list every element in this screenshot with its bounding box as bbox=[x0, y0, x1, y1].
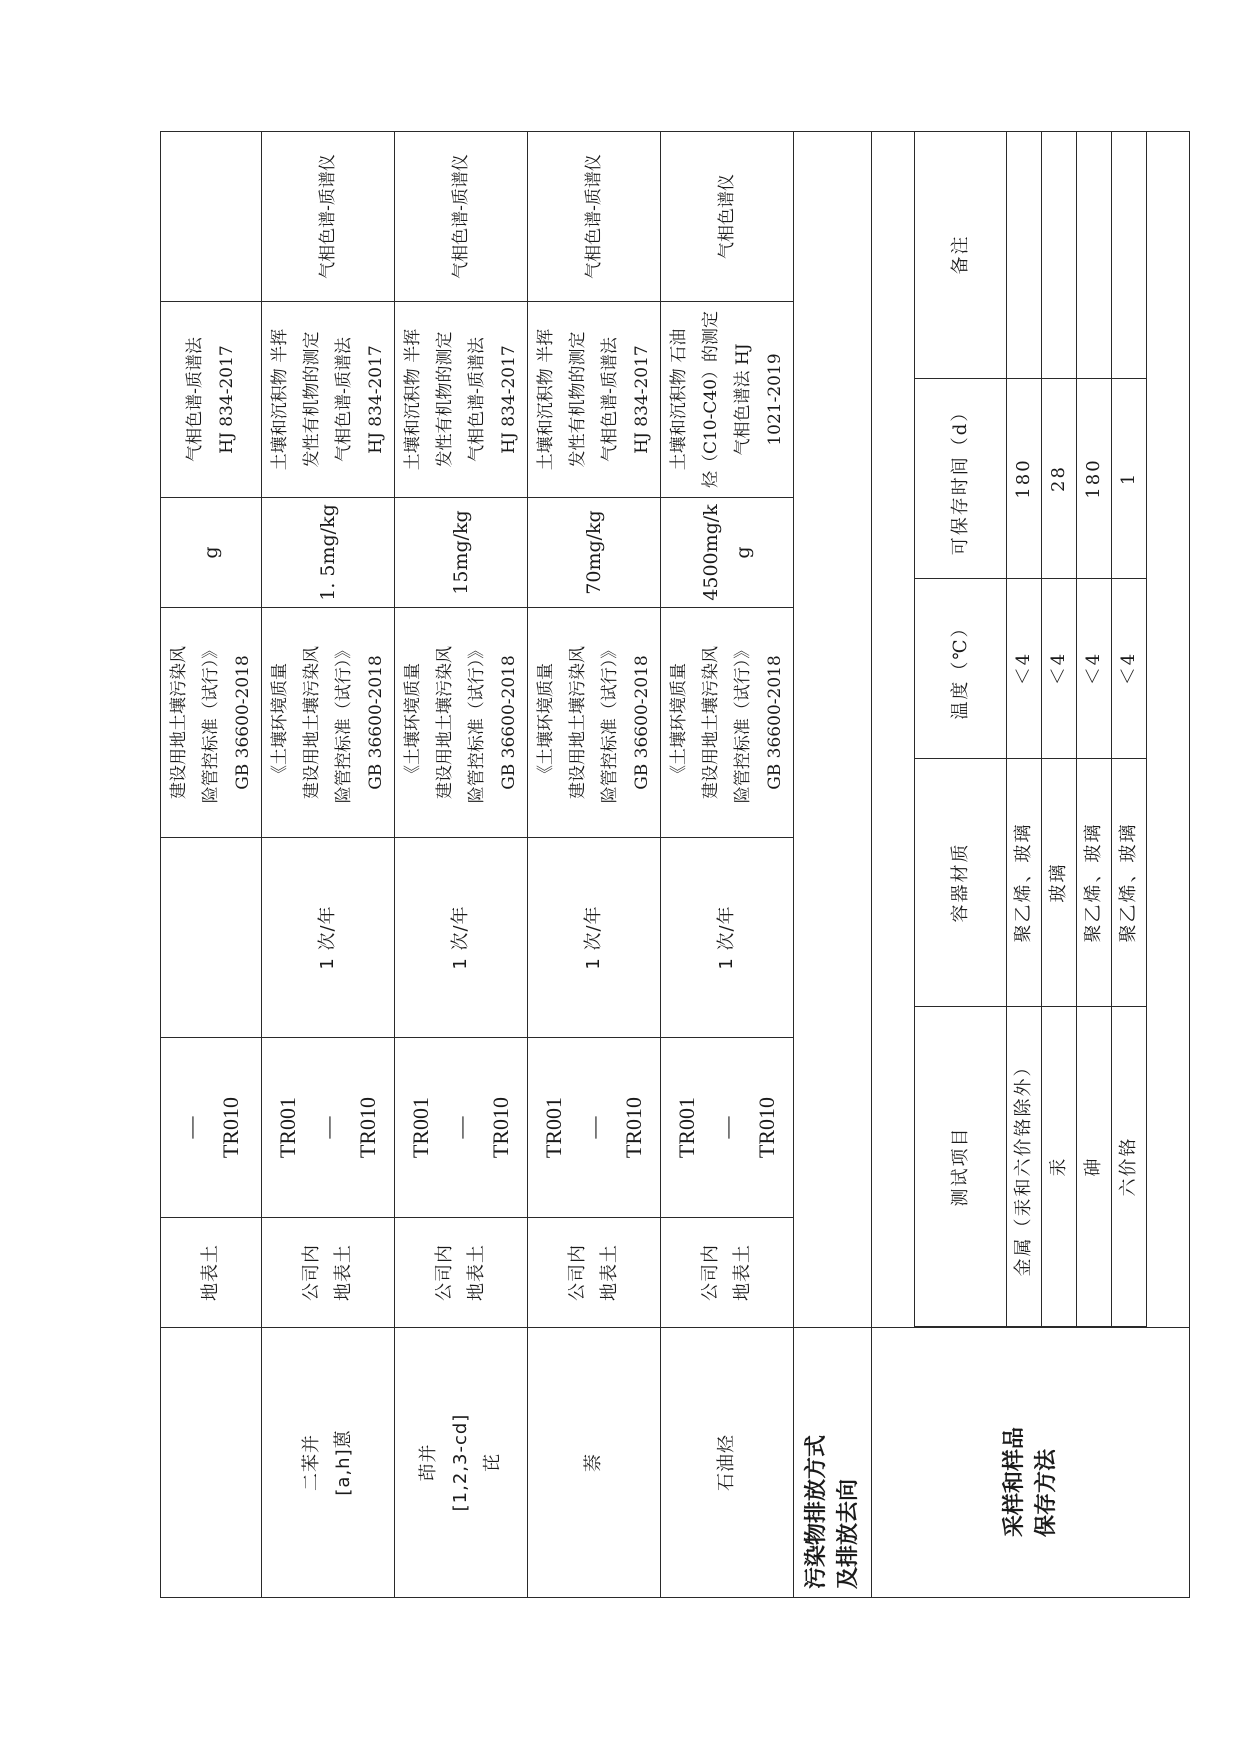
location-cell: 公司内 地表土 bbox=[528, 1218, 661, 1328]
temperature: ＜4 bbox=[1007, 579, 1042, 759]
storage-time: 180 bbox=[1007, 379, 1042, 579]
method-cell: 土壤和沉积物 半挥 发性有机物的测定 气相色谱-质谱法 HJ 834-2017 bbox=[262, 302, 395, 498]
limit-cell: 4500mg/k g bbox=[661, 498, 794, 608]
header-remark: 备注 bbox=[915, 132, 1007, 379]
points-cell: TR001 — TR010 bbox=[528, 1038, 661, 1218]
test-item: 金属（汞和六价铬除外） bbox=[1007, 1007, 1042, 1327]
frequency-cell: 1 次/年 bbox=[395, 838, 528, 1038]
limit-cell: 70mg/kg bbox=[528, 498, 661, 608]
remark bbox=[1077, 132, 1112, 379]
points-cell: TR001 — TR010 bbox=[395, 1038, 528, 1218]
method-cell: 土壤和沉积物 石油 烃（C10-C40）的测定 气相色谱法 HJ 1021-2019 bbox=[661, 302, 794, 498]
container-material: 玻璃 bbox=[1042, 759, 1077, 1007]
temperature: ＜4 bbox=[1042, 579, 1077, 759]
discharge-label: 污染物排放方式 及排放去向 bbox=[794, 1328, 872, 1598]
storage-time: 28 bbox=[1042, 379, 1077, 579]
header-temperature: 温度（℃） bbox=[915, 579, 1007, 759]
sampling-row bbox=[872, 132, 1190, 1598]
criteria-cell: 建设用地土壤污染风 险管控标准（试行）》 GB 36600-2018 bbox=[161, 608, 262, 838]
location-cell: 公司内 地表土 bbox=[661, 1218, 794, 1328]
method-cell: 土壤和沉积物 半挥 发性有机物的测定 气相色谱-质谱法 HJ 834-2017 bbox=[395, 302, 528, 498]
table-row bbox=[395, 132, 528, 1598]
storage-row bbox=[1007, 132, 1042, 1327]
discharge-value bbox=[794, 132, 872, 1328]
storage-table bbox=[914, 132, 1147, 1328]
item-cell: 二苯并 [a,h]蒽 bbox=[262, 1328, 395, 1598]
storage-row bbox=[1042, 132, 1077, 1327]
limit-cell: 1. 5mg/kg bbox=[262, 498, 395, 608]
table-row bbox=[528, 132, 661, 1598]
instrument-cell bbox=[161, 132, 262, 302]
frequency-cell: 1 次/年 bbox=[262, 838, 395, 1038]
points-cell: TR001 — TR010 bbox=[661, 1038, 794, 1218]
temperature: ＜4 bbox=[1077, 579, 1112, 759]
remark bbox=[1042, 132, 1077, 379]
criteria-cell: 《土壤环境质量 建设用地土壤污染风 险管控标准（试行）》 GB 36600-2018 bbox=[528, 608, 661, 838]
sampling-label: 采样和样品 保存方法 bbox=[872, 1328, 1190, 1598]
limit-cell: g bbox=[161, 498, 262, 608]
container-material: 聚乙烯、玻璃 bbox=[1112, 759, 1147, 1007]
container-material: 聚乙烯、玻璃 bbox=[1077, 759, 1112, 1007]
method-cell: 气相色谱-质谱法 HJ 834-2017 bbox=[161, 302, 262, 498]
header-test-item: 测试项目 bbox=[915, 1007, 1007, 1327]
location-cell: 公司内 地表土 bbox=[262, 1218, 395, 1328]
discharge-row bbox=[794, 132, 872, 1598]
limit-cell: 15mg/kg bbox=[395, 498, 528, 608]
item-cell: 石油烃 bbox=[661, 1328, 794, 1598]
criteria-cell: 《土壤环境质量 建设用地土壤污染风 险管控标准（试行）》 GB 36600-2018 bbox=[262, 608, 395, 838]
storage-row bbox=[1077, 132, 1112, 1327]
points-cell: TR001 — TR010 bbox=[262, 1038, 395, 1218]
frequency-cell: 1 次/年 bbox=[528, 838, 661, 1038]
item-cell: 萘 bbox=[528, 1328, 661, 1598]
temperature: ＜4 bbox=[1112, 579, 1147, 759]
instrument-cell: 气相色谱-质谱仪 bbox=[395, 132, 528, 302]
location-cell: 地表土 bbox=[161, 1218, 262, 1328]
table-row bbox=[262, 132, 395, 1598]
storage-header-row bbox=[915, 132, 1007, 1327]
instrument-cell: 气相色谱-质谱仪 bbox=[262, 132, 395, 302]
frequency-cell: 1 次/年 bbox=[661, 838, 794, 1038]
instrument-cell: 气相色谱-质谱仪 bbox=[528, 132, 661, 302]
table-row bbox=[661, 132, 794, 1598]
frequency-cell bbox=[161, 838, 262, 1038]
header-container: 容器材质 bbox=[915, 759, 1007, 1007]
points-cell: — TR010 bbox=[161, 1038, 262, 1218]
remark bbox=[1112, 132, 1147, 379]
remark bbox=[1007, 132, 1042, 379]
storage-time: 1 bbox=[1112, 379, 1147, 579]
method-cell: 土壤和沉积物 半挥 发性有机物的测定 气相色谱-质谱法 HJ 834-2017 bbox=[528, 302, 661, 498]
item-cell: 茚并 [1,2,3-cd] 芘 bbox=[395, 1328, 528, 1598]
table-row-continued bbox=[161, 132, 262, 1598]
location-cell: 公司内 地表土 bbox=[395, 1218, 528, 1328]
storage-time: 180 bbox=[1077, 379, 1112, 579]
monitoring-table bbox=[160, 131, 1190, 1598]
header-storage-time: 可保存时间（d） bbox=[915, 379, 1007, 579]
rotated-document-page bbox=[160, 132, 1139, 1598]
test-item: 汞 bbox=[1042, 1007, 1077, 1327]
test-item: 六价铬 bbox=[1112, 1007, 1147, 1327]
item-cell bbox=[161, 1328, 262, 1598]
sampling-table-container bbox=[872, 132, 1190, 1328]
container-material: 聚乙烯、玻璃 bbox=[1007, 759, 1042, 1007]
storage-row bbox=[1112, 132, 1147, 1327]
criteria-cell: 《土壤环境质量 建设用地土壤污染风 险管控标准（试行）》 GB 36600-2018 bbox=[661, 608, 794, 838]
criteria-cell: 《土壤环境质量 建设用地土壤污染风 险管控标准（试行）》 GB 36600-2018 bbox=[395, 608, 528, 838]
test-item: 砷 bbox=[1077, 1007, 1112, 1327]
instrument-cell: 气相色谱仪 bbox=[661, 132, 794, 302]
